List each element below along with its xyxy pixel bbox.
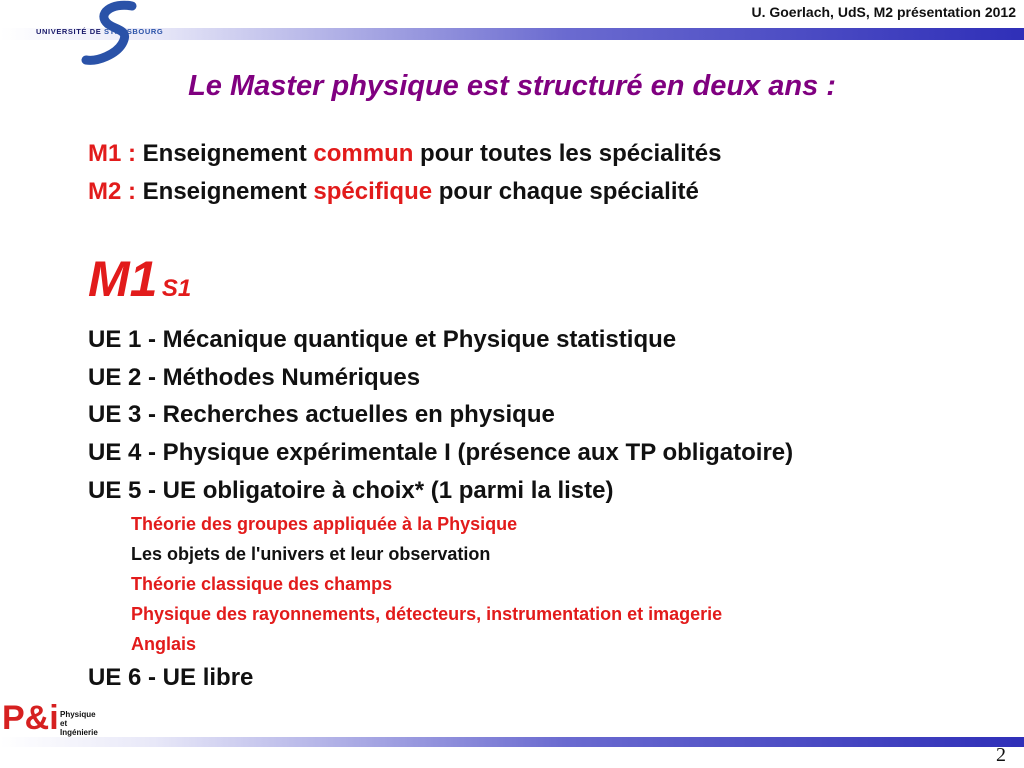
- logo-line: Ingénierie: [60, 728, 98, 737]
- intro-m1-highlight: commun: [313, 140, 414, 167]
- intro-m2-line: [88, 178, 699, 206]
- ue5-option: Théorie des groupes appliquée à la Physique: [131, 514, 518, 534]
- physique-ingenierie-logo-text: [60, 710, 98, 737]
- intro-m1-text-before: Enseignement: [136, 140, 314, 167]
- ue5-option: Physique des rayonnements, détecteurs, instrumentation et imagerie: [131, 604, 723, 624]
- ue-item: UE 4 - Physique expérimentale I (présence aux TP obligatoire): [88, 439, 794, 466]
- ue-item: UE 2 - Méthodes Numériques: [88, 364, 421, 391]
- intro-m1-text-after: pour toutes les spécialités: [413, 140, 722, 167]
- footer-gradient-bar: [0, 737, 1024, 747]
- intro-m1-label: M1 :: [88, 140, 136, 167]
- ue-item: UE 3 - Recherches actuelles en physique: [88, 401, 555, 428]
- section-heading-big: M1: [88, 251, 158, 307]
- ue-item: UE 5 - UE obligatoire à choix* (1 parmi la liste): [88, 477, 614, 504]
- ue-item: UE 1 - Mécanique quantique et Physique statistique: [88, 326, 677, 353]
- svg-text:P&i: P&i: [2, 699, 59, 737]
- header-credit: U. Goerlach, UdS, M2 présentation 2012: [751, 4, 1016, 20]
- page-number: 2: [996, 744, 1006, 766]
- logo-text-accent: STRASBOURG: [104, 27, 164, 36]
- university-logo-text: [36, 27, 163, 36]
- intro-m2-text-before: Enseignement: [136, 178, 314, 205]
- intro-m2-text-after: pour chaque spécialité: [432, 178, 699, 205]
- intro-m2-highlight: spécifique: [313, 178, 433, 205]
- logo-line: et: [60, 719, 68, 728]
- ue5-option: Anglais: [131, 634, 197, 654]
- section-heading-small: S1: [161, 275, 192, 302]
- logo-line: Physique: [60, 710, 96, 719]
- intro-m2-label: M2 :: [88, 178, 136, 205]
- slide-title: Le Master physique est structuré en deux ans :: [188, 70, 836, 102]
- logo-text-prefix: UNIVERSITÉ DE: [36, 27, 104, 36]
- intro-m1-line: [88, 140, 722, 168]
- ue-item-last: UE 6 - UE libre: [88, 664, 254, 691]
- section-heading: [88, 250, 191, 308]
- ue5-option: Théorie classique des champs: [131, 574, 393, 594]
- ue5-option: Les objets de l'univers et leur observation: [131, 544, 491, 564]
